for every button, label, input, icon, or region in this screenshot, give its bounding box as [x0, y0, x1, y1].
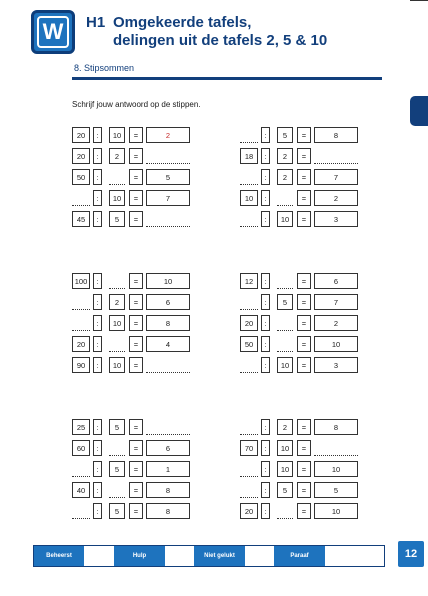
equation-row: [72, 357, 192, 375]
divisor: 5: [277, 294, 293, 310]
quotient-blank[interactable]: [314, 440, 358, 456]
division-sign: :: [261, 273, 270, 289]
quotient: 6: [146, 440, 190, 456]
divisor-blank[interactable]: [277, 190, 293, 206]
box-paraaf[interactable]: [325, 546, 384, 566]
divisor: 10: [277, 461, 293, 477]
quotient: 2: [146, 127, 190, 143]
dividend: 10: [240, 190, 258, 206]
equals-sign: =: [297, 315, 311, 331]
dividend: 12: [240, 273, 258, 289]
division-sign: :: [261, 336, 270, 352]
dividend-blank[interactable]: [72, 461, 90, 477]
quotient-blank[interactable]: [314, 148, 358, 164]
quotient: 8: [314, 127, 358, 143]
equals-sign: =: [129, 294, 143, 310]
division-sign: :: [261, 503, 270, 519]
divisor-blank[interactable]: [277, 336, 293, 352]
dividend-blank[interactable]: [240, 461, 258, 477]
quotient: 1: [146, 461, 190, 477]
division-sign: :: [93, 211, 102, 227]
equation-row: [72, 273, 192, 291]
worksheet-logo: [31, 10, 75, 54]
divisor: 10: [109, 190, 125, 206]
equation-row: [72, 482, 192, 500]
title-line-2: delingen uit de tafels 2, 5 & 10: [113, 32, 328, 49]
dividend-blank[interactable]: [240, 211, 258, 227]
dividend-blank[interactable]: [240, 482, 258, 498]
equals-sign: =: [129, 461, 143, 477]
equals-sign: =: [129, 169, 143, 185]
box-beheerst[interactable]: [84, 546, 114, 566]
divisor: 2: [109, 294, 125, 310]
box-hulp[interactable]: [165, 546, 194, 566]
equation-row: [240, 482, 360, 500]
divisor-blank[interactable]: [109, 336, 125, 352]
equals-sign: =: [297, 336, 311, 352]
equals-sign: =: [297, 127, 311, 143]
page-title: [86, 14, 327, 50]
equation-row: [240, 503, 360, 521]
equation-row: [240, 190, 360, 208]
divisor: 2: [277, 148, 293, 164]
equation-row: [72, 419, 192, 437]
divisor-blank[interactable]: [109, 482, 125, 498]
quotient: 10: [314, 503, 358, 519]
equals-sign: =: [129, 503, 143, 519]
division-sign: :: [261, 357, 270, 373]
equation-row: [72, 148, 192, 166]
equation-row: [240, 357, 360, 375]
division-sign: :: [93, 273, 102, 289]
division-sign: :: [261, 169, 270, 185]
dividend: 18: [240, 148, 258, 164]
divisor: 10: [277, 440, 293, 456]
dividend: 20: [240, 315, 258, 331]
dividend-blank[interactable]: [72, 190, 90, 206]
divisor-blank[interactable]: [277, 273, 293, 289]
equation-row: [240, 315, 360, 333]
equals-sign: =: [297, 273, 311, 289]
divisor: 10: [109, 315, 125, 331]
equals-sign: =: [129, 357, 143, 373]
division-sign: :: [261, 440, 270, 456]
divisor: 5: [109, 461, 125, 477]
equals-sign: =: [129, 127, 143, 143]
equals-sign: =: [297, 294, 311, 310]
equation-row: [72, 503, 192, 521]
equation-row: [72, 294, 192, 312]
equation-row: [240, 127, 360, 145]
dividend-blank[interactable]: [240, 127, 258, 143]
equation-row: [72, 190, 192, 208]
dividend-blank[interactable]: [72, 294, 90, 310]
equals-sign: =: [129, 440, 143, 456]
equals-sign: =: [129, 482, 143, 498]
equation-row: [72, 461, 192, 479]
dividend-blank[interactable]: [240, 357, 258, 373]
equation-row: [72, 211, 192, 229]
division-sign: :: [93, 357, 102, 373]
quotient: 8: [146, 482, 190, 498]
equation-row: [72, 315, 192, 333]
equals-sign: =: [297, 169, 311, 185]
division-sign: :: [93, 294, 102, 310]
equals-sign: =: [297, 482, 311, 498]
equals-sign: =: [297, 503, 311, 519]
equals-sign: =: [297, 419, 311, 435]
equation-row: [240, 336, 360, 354]
quotient: 7: [314, 294, 358, 310]
side-tab: [410, 96, 428, 126]
dividend: 40: [72, 482, 90, 498]
divisor: 5: [109, 503, 125, 519]
equation-row: [240, 148, 360, 166]
quotient: 6: [314, 273, 358, 289]
divisor: 10: [277, 211, 293, 227]
quotient: 10: [314, 461, 358, 477]
quotient: 5: [314, 482, 358, 498]
division-sign: :: [261, 461, 270, 477]
divisor: 10: [109, 127, 125, 143]
equation-row: [240, 211, 360, 229]
division-sign: :: [93, 336, 102, 352]
equals-sign: =: [297, 461, 311, 477]
divisor: 5: [109, 211, 125, 227]
equation-row: [72, 336, 192, 354]
quotient: 7: [314, 169, 358, 185]
divisor: 5: [277, 127, 293, 143]
division-sign: :: [93, 127, 102, 143]
dividend-blank[interactable]: [240, 419, 258, 435]
division-sign: :: [93, 503, 102, 519]
equals-sign: =: [129, 336, 143, 352]
dividend: 100: [72, 273, 90, 289]
dividend-blank[interactable]: [72, 503, 90, 519]
assessment-bar: [33, 545, 385, 567]
division-sign: :: [93, 190, 102, 206]
division-sign: :: [93, 440, 102, 456]
equals-sign: =: [129, 273, 143, 289]
dividend: 20: [72, 148, 90, 164]
dividend: 20: [72, 336, 90, 352]
equation-row: [72, 127, 192, 145]
box-niet-gelukt[interactable]: [245, 546, 274, 566]
label-hulp: Hulp: [114, 546, 165, 566]
divisor: 5: [109, 419, 125, 435]
dividend: 50: [240, 336, 258, 352]
section-divider: [72, 77, 382, 80]
quotient: 8: [146, 315, 190, 331]
division-sign: :: [93, 419, 102, 435]
division-sign: :: [261, 190, 270, 206]
equals-sign: =: [297, 190, 311, 206]
quotient: 10: [314, 336, 358, 352]
division-sign: :: [261, 419, 270, 435]
equation-row: [240, 169, 360, 187]
quotient: 2: [314, 315, 358, 331]
quotient: 4: [146, 336, 190, 352]
divisor-blank[interactable]: [109, 440, 125, 456]
quotient: 2: [314, 190, 358, 206]
divisor: 10: [277, 357, 293, 373]
quotient-blank[interactable]: [146, 148, 190, 164]
instruction-text: Schrijf jouw antwoord op de stippen.: [72, 100, 201, 109]
equation-row: [72, 440, 192, 458]
dividend: 50: [72, 169, 90, 185]
quotient: 7: [146, 190, 190, 206]
quotient: 5: [146, 169, 190, 185]
quotient: 8: [314, 419, 358, 435]
equals-sign: =: [297, 211, 311, 227]
quotient: 6: [146, 294, 190, 310]
equals-sign: =: [129, 419, 143, 435]
equals-sign: =: [129, 211, 143, 227]
logo-letter: W: [37, 16, 69, 48]
dividend: 60: [72, 440, 90, 456]
label-beheerst: Beheerst: [34, 546, 84, 566]
label-niet-gelukt: Niet gelukt: [194, 546, 245, 566]
division-sign: :: [261, 211, 270, 227]
dividend-blank[interactable]: [72, 315, 90, 331]
division-sign: :: [261, 294, 270, 310]
dividend-blank[interactable]: [240, 294, 258, 310]
section-label: 8. Stipsommen: [74, 63, 135, 73]
division-sign: :: [261, 148, 270, 164]
division-sign: :: [93, 169, 102, 185]
equals-sign: =: [297, 357, 311, 373]
dividend: 20: [72, 127, 90, 143]
equals-sign: =: [297, 440, 311, 456]
quotient-blank[interactable]: [146, 419, 190, 435]
equals-sign: =: [129, 190, 143, 206]
divisor-blank[interactable]: [109, 273, 125, 289]
dividend: 90: [72, 357, 90, 373]
division-sign: :: [93, 148, 102, 164]
equals-sign: =: [129, 148, 143, 164]
dividend: 70: [240, 440, 258, 456]
division-sign: :: [93, 482, 102, 498]
dividend: 20: [240, 503, 258, 519]
divisor: 2: [109, 148, 125, 164]
equation-row: [240, 419, 360, 437]
equals-sign: =: [129, 315, 143, 331]
divisor: 10: [109, 357, 125, 373]
corner-rule: [410, 0, 428, 7]
divisor-blank[interactable]: [277, 315, 293, 331]
divisor-blank[interactable]: [109, 169, 125, 185]
quotient: 3: [314, 357, 358, 373]
equation-row: [240, 273, 360, 291]
quotient: 8: [146, 503, 190, 519]
division-sign: :: [261, 315, 270, 331]
title-line-1: Omgekeerde tafels,: [113, 14, 252, 31]
equation-row: [240, 294, 360, 312]
dividend: 45: [72, 211, 90, 227]
quotient-blank[interactable]: [146, 357, 190, 373]
equals-sign: =: [297, 148, 311, 164]
equation-row: [240, 461, 360, 479]
divisor: 2: [277, 169, 293, 185]
equation-row: [72, 169, 192, 187]
divisor: 5: [277, 482, 293, 498]
page-number: 12: [398, 541, 424, 567]
quotient: 10: [146, 273, 190, 289]
division-sign: :: [93, 315, 102, 331]
division-sign: :: [261, 127, 270, 143]
quotient: 3: [314, 211, 358, 227]
division-sign: :: [261, 482, 270, 498]
label-paraaf: Paraaf: [274, 546, 325, 566]
division-sign: :: [93, 461, 102, 477]
divisor: 2: [277, 419, 293, 435]
equation-row: [240, 440, 360, 458]
chapter-number: H1: [86, 14, 106, 31]
dividend-blank[interactable]: [240, 169, 258, 185]
dividend: 25: [72, 419, 90, 435]
divisor-blank[interactable]: [277, 503, 293, 519]
quotient-blank[interactable]: [146, 211, 190, 227]
